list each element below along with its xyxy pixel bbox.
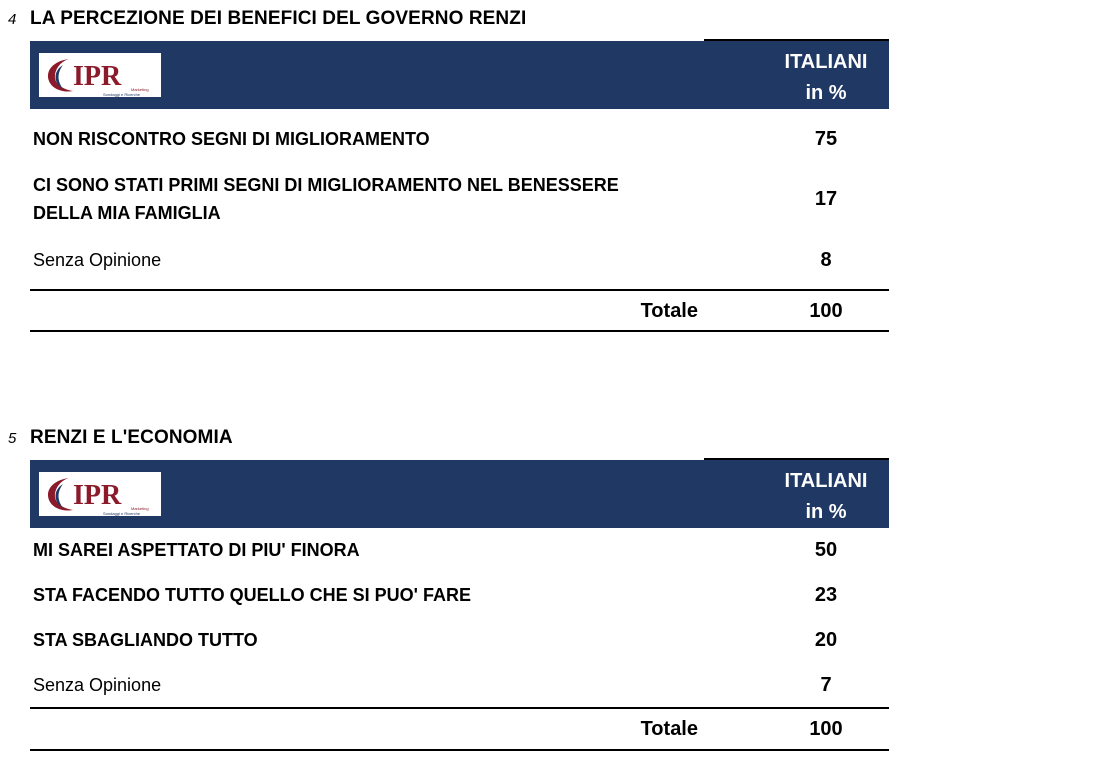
row-value: 75	[814, 127, 838, 150]
column-header	[736, 466, 916, 528]
row-value: 23	[814, 583, 838, 606]
section-heading: LA PERCEZIONE DEI BENEFICI DEL GOVERNO RENZI	[30, 8, 527, 29]
total-top-rule	[30, 289, 889, 291]
column-header-line1: ITALIANI	[784, 51, 868, 73]
row-value: 20	[814, 628, 838, 651]
table-row	[30, 170, 889, 228]
logo-sub2: Sondaggi e Ricerche	[103, 511, 141, 516]
total-label: Totale	[640, 299, 698, 322]
row-label: Senza Opinione	[33, 675, 162, 695]
row-label: STA FACENDO TUTTO QUELLO CHE SI PUO' FARE	[33, 585, 471, 605]
row-label: STA SBAGLIANDO TUTTO	[33, 630, 258, 650]
logo-text: IPR	[73, 61, 122, 92]
logo-sub2: Sondaggi e Ricerche	[103, 92, 141, 97]
total-label: Totale	[640, 717, 698, 740]
total-value: 100	[809, 299, 843, 322]
table-row	[30, 581, 889, 609]
table-row	[30, 125, 889, 153]
row-label-line1: CI SONO STATI PRIMI SEGNI DI MIGLIORAMENTO NEL BENESSERE	[33, 175, 619, 195]
total-bottom-rule	[30, 749, 889, 751]
row-label: MI SAREI ASPETTATO DI PIU' FINORA	[33, 540, 360, 560]
logo-text: IPR	[73, 480, 122, 511]
column-header-line2: in %	[805, 82, 847, 104]
total-row	[30, 715, 889, 743]
logo-sub: Marketing	[131, 87, 149, 92]
table-row	[30, 246, 889, 274]
section-number: 5	[8, 429, 17, 447]
row-value: 17	[814, 187, 838, 210]
table-header	[30, 41, 889, 109]
total-top-rule	[30, 707, 889, 709]
total-row	[30, 297, 889, 325]
row-value: 50	[814, 538, 838, 561]
row-value: 7	[820, 673, 832, 696]
ipr-logo	[39, 472, 161, 516]
section-title-5	[8, 425, 233, 451]
logo-sub: Marketing	[131, 506, 149, 511]
table-header	[30, 460, 889, 528]
column-header-line2: in %	[805, 501, 847, 523]
row-label-line2: DELLA MIA FAMIGLIA	[33, 203, 221, 223]
ipr-logo	[39, 53, 161, 97]
section-heading: RENZI E L'ECONOMIA	[30, 427, 233, 448]
table-row	[30, 536, 889, 564]
table-row	[30, 626, 889, 654]
column-header	[736, 47, 916, 109]
table-row	[30, 671, 889, 699]
row-label	[33, 171, 693, 227]
section-title-4	[8, 6, 526, 32]
total-value: 100	[809, 717, 843, 740]
row-label: Senza Opinione	[33, 250, 162, 270]
total-bottom-rule	[30, 330, 889, 332]
column-header-line1: ITALIANI	[784, 470, 868, 492]
section-number: 4	[8, 10, 17, 28]
row-label: NON RISCONTRO SEGNI DI MIGLIORAMENTO	[33, 129, 430, 149]
row-value: 8	[820, 248, 832, 271]
